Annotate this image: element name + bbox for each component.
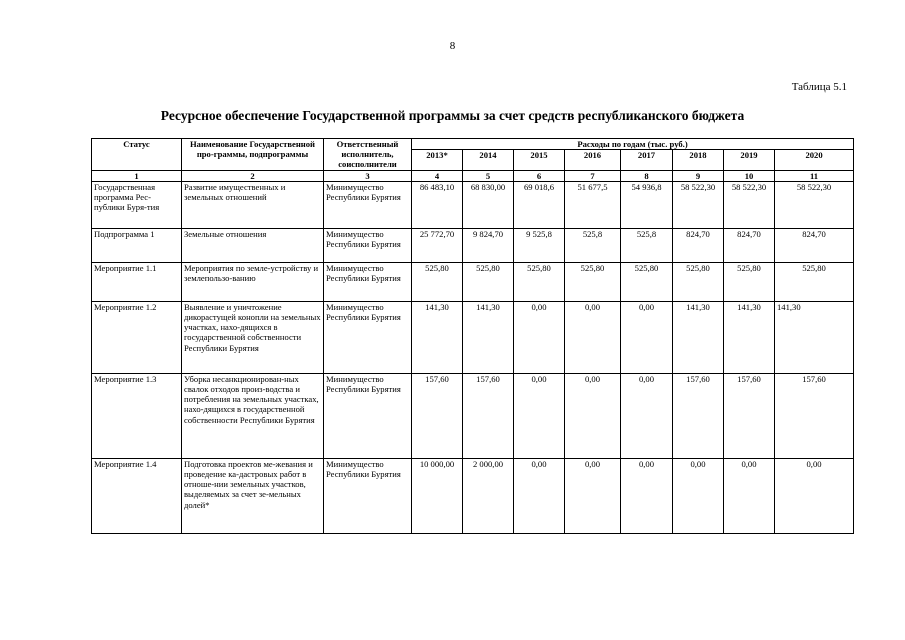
- value-cell: 0,00: [621, 373, 673, 458]
- row-executor: Минимущество Республики Бурятия: [324, 228, 412, 262]
- value-cell: 525,80: [621, 262, 673, 301]
- header-row: [92, 139, 854, 150]
- value-cell: 0,00: [565, 301, 621, 373]
- value-cell: 69 018,6: [514, 181, 565, 228]
- year-header: 2013*: [412, 150, 463, 170]
- value-cell: 824,70: [775, 228, 854, 262]
- value-cell: 525,80: [724, 262, 775, 301]
- value-cell: 141,30: [463, 301, 514, 373]
- value-cell: 0,00: [565, 373, 621, 458]
- value-cell: 86 483,10: [412, 181, 463, 228]
- value-cell: 525,80: [775, 262, 854, 301]
- row-name: Уборка несанкционирован-ных свалок отходов произ-водства и потребления на земельных участках, нахо-дящихся в государственной собственности Республики Бурятия: [182, 373, 324, 458]
- value-cell: 58 522,30: [775, 181, 854, 228]
- value-cell: 58 522,30: [724, 181, 775, 228]
- row-name: Развитие имущественных и земельных отношений: [182, 181, 324, 228]
- header-status: Статус: [92, 139, 182, 171]
- column-index-row: [92, 170, 854, 181]
- row-executor: Минимущество Республики Бурятия: [324, 181, 412, 228]
- column-index: 7: [565, 170, 621, 181]
- table-label: Таблица 5.1: [791, 81, 847, 93]
- value-cell: 824,70: [673, 228, 724, 262]
- value-cell: 141,30: [412, 301, 463, 373]
- value-cell: 525,8: [565, 228, 621, 262]
- year-header: 2019: [724, 150, 775, 170]
- row-executor: Минимущество Республики Бурятия: [324, 301, 412, 373]
- year-header: 2015: [514, 150, 565, 170]
- column-index: 3: [324, 170, 412, 181]
- value-cell: 0,00: [621, 458, 673, 533]
- column-index: 8: [621, 170, 673, 181]
- value-cell: 141,30: [775, 301, 854, 373]
- row-executor: Минимущество Республики Бурятия: [324, 458, 412, 533]
- value-cell: 525,80: [463, 262, 514, 301]
- row-status: Мероприятие 1.3: [92, 373, 182, 458]
- value-cell: 157,60: [412, 373, 463, 458]
- year-header: 2014: [463, 150, 514, 170]
- column-index: 10: [724, 170, 775, 181]
- value-cell: 525,80: [673, 262, 724, 301]
- value-cell: 0,00: [514, 458, 565, 533]
- value-cell: 0,00: [775, 458, 854, 533]
- column-index: 11: [775, 170, 854, 181]
- value-cell: 51 677,5: [565, 181, 621, 228]
- value-cell: 0,00: [514, 301, 565, 373]
- value-cell: 824,70: [724, 228, 775, 262]
- year-header: 2017: [621, 150, 673, 170]
- page-number: 8: [449, 40, 456, 52]
- column-index: 6: [514, 170, 565, 181]
- value-cell: 10 000,00: [412, 458, 463, 533]
- row-name: Земельные отношения: [182, 228, 324, 262]
- value-cell: 0,00: [565, 458, 621, 533]
- value-cell: 525,80: [514, 262, 565, 301]
- budget-table: [91, 138, 854, 534]
- value-cell: 141,30: [673, 301, 724, 373]
- value-cell: 525,80: [565, 262, 621, 301]
- row-status: Мероприятие 1.1: [92, 262, 182, 301]
- value-cell: 9 525,8: [514, 228, 565, 262]
- year-header: 2016: [565, 150, 621, 170]
- document-title: Ресурсное обеспечение Государственной программы за счет средств республиканского бюджета: [160, 108, 745, 123]
- row-name: Подготовка проектов ме-жевания и проведение ка-дастровых работ в отноше-нии земельных участков, выделяемых за счет зе-мельных долей*: [182, 458, 324, 533]
- header-expenses: Расходы по годам (тыс. руб.): [412, 139, 854, 150]
- value-cell: 157,60: [463, 373, 514, 458]
- header-executor: Ответственный исполнитель, соисполнители: [324, 139, 412, 171]
- table-row: [92, 181, 854, 228]
- value-cell: 25 772,70: [412, 228, 463, 262]
- value-cell: 2 000,00: [463, 458, 514, 533]
- column-index: 2: [182, 170, 324, 181]
- row-status: Мероприятие 1.4: [92, 458, 182, 533]
- row-name: Мероприятия по земле-устройству и землепользо-ванию: [182, 262, 324, 301]
- value-cell: 157,60: [775, 373, 854, 458]
- table-row: [92, 301, 854, 373]
- value-cell: 68 830,00: [463, 181, 514, 228]
- value-cell: 157,60: [673, 373, 724, 458]
- value-cell: 9 824,70: [463, 228, 514, 262]
- table-row: [92, 228, 854, 262]
- row-executor: Минимущество Республики Бурятия: [324, 262, 412, 301]
- value-cell: 525,80: [412, 262, 463, 301]
- header-name: Наименование Государственной про-граммы, подпрограммы: [182, 139, 324, 171]
- value-cell: 141,30: [724, 301, 775, 373]
- row-status: Государственная программа Рес-публики Буря-тия: [92, 181, 182, 228]
- table-row: [92, 373, 854, 458]
- row-executor: Минимущество Республики Бурятия: [324, 373, 412, 458]
- value-cell: 0,00: [621, 301, 673, 373]
- table-row: [92, 458, 854, 533]
- value-cell: 58 522,30: [673, 181, 724, 228]
- value-cell: 0,00: [673, 458, 724, 533]
- year-header: 2020: [775, 150, 854, 170]
- year-header: 2018: [673, 150, 724, 170]
- column-index: 1: [92, 170, 182, 181]
- table-row: [92, 262, 854, 301]
- column-index: 5: [463, 170, 514, 181]
- row-name: Выявление и уничтожение дикорастущей конопли на земельных участках, нахо-дящихся в государственной собственности Республики Бурятия: [182, 301, 324, 373]
- row-status: Подпрограмма 1: [92, 228, 182, 262]
- row-status: Мероприятие 1.2: [92, 301, 182, 373]
- value-cell: 157,60: [724, 373, 775, 458]
- value-cell: 54 936,8: [621, 181, 673, 228]
- value-cell: 525,8: [621, 228, 673, 262]
- column-index: 9: [673, 170, 724, 181]
- column-index: 4: [412, 170, 463, 181]
- value-cell: 0,00: [514, 373, 565, 458]
- value-cell: 0,00: [724, 458, 775, 533]
